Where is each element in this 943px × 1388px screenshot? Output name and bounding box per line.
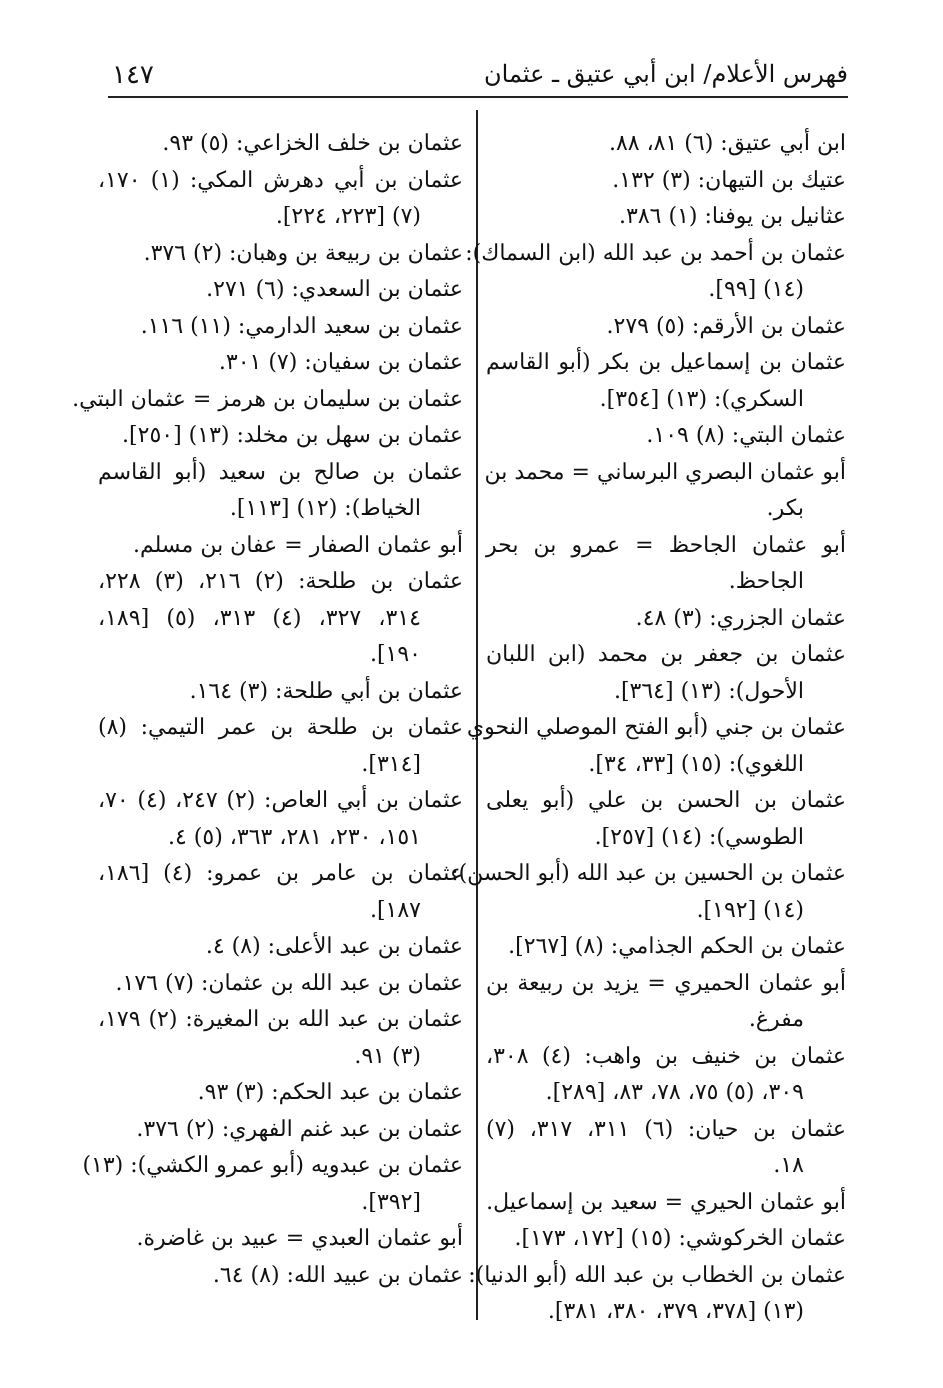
entry-line: عثمان بن عبد الأعلى: (٨) ٤. xyxy=(205,934,463,959)
entry-continuation-line: الجاحظ. xyxy=(728,569,804,594)
index-entry xyxy=(486,455,846,528)
index-entry xyxy=(98,710,463,783)
entry-continuation-line: ١٨. xyxy=(773,1153,804,1178)
index-entry xyxy=(486,966,846,1039)
entry-line: عثمان بن الحسن بن علي (أبو يعلى xyxy=(486,788,846,813)
entry-line: أبو عثمان الحيري = سعيد بن إسماعيل. xyxy=(486,1189,846,1215)
entry-continuation-line: السكري): (١٣) [٣٥٤]. xyxy=(599,386,804,412)
index-entry xyxy=(98,856,463,929)
index-entry xyxy=(98,236,463,273)
entry-continuation-line: الطوسي): (١٤) [٢٥٧]. xyxy=(594,824,804,850)
entry-line: عثمان بن صالح بن سعيد (أبو القاسم xyxy=(98,459,463,485)
index-entry xyxy=(98,528,463,565)
index-entry xyxy=(98,1002,463,1075)
index-entry xyxy=(98,163,463,236)
index-entry xyxy=(486,528,846,601)
entry-line: عثمان بن الحسين بن عبد الله (أبو الحسن): xyxy=(451,861,846,886)
entry-line: عثمان بن حيان: (٦) ٣١١، ٣١٧، (٧) xyxy=(486,1116,846,1142)
index-entry xyxy=(486,126,846,163)
index-entry xyxy=(98,272,463,309)
entry-line: عثمان بن أبي دهرش المكي: (١) ١٧٠، xyxy=(98,167,464,193)
entry-line: أبو عثمان البصري البرساني = محمد بن xyxy=(484,459,846,485)
entry-line: عثمان الخركوشي: (١٥) [١٧٢، ١٧٣]. xyxy=(514,1226,846,1251)
entry-line: عثمان بن عبدويه (أبو عمرو الكشي): (١٣) xyxy=(82,1153,463,1178)
entry-line: عثمان بن عامر بن عمرو: (٤) [١٨٦، xyxy=(98,861,463,886)
entry-continuation-line: (١٤) [٩٩]. xyxy=(708,277,804,302)
entry-line: عثمان بن عبد الحكم: (٣) ٩٣. xyxy=(197,1080,463,1105)
index-entry xyxy=(465,236,846,309)
index-entry xyxy=(98,929,463,966)
index-entry xyxy=(98,564,463,674)
index-entry xyxy=(98,126,463,163)
index-entry xyxy=(98,418,463,455)
index-column-right xyxy=(451,126,847,1331)
index-entry xyxy=(486,929,846,966)
index-entry xyxy=(98,1258,463,1295)
entry-line: أبو عثمان العبدي = عبيد بن غاضرة. xyxy=(136,1226,463,1251)
entry-continuation-line: [٣٩٢]. xyxy=(361,1189,421,1215)
entry-line: عثمان بن طلحة بن عمر التيمي: (٨) xyxy=(98,715,463,740)
entry-line: عثمان بن خنيف بن واهب: (٤) ٣٠٨، xyxy=(486,1043,847,1069)
entry-line: ابن أبي عتيق: (٦) ٨١، ٨٨. xyxy=(608,131,846,156)
entry-continuation-line: مفرغ. xyxy=(748,1007,804,1032)
index-entry xyxy=(98,674,463,711)
index-entry xyxy=(486,163,846,200)
index-entry xyxy=(466,710,846,783)
index-entry xyxy=(486,783,846,856)
index-entry xyxy=(98,455,463,528)
entry-continuation-line: ١٩٠]. xyxy=(369,642,421,667)
entry-line: عثمان بن عبد الله بن المغيرة: (٢) ١٧٩، xyxy=(98,1007,463,1032)
entry-line: عثمان بن السعدي: (٦) ٢٧١. xyxy=(206,277,463,302)
index-entry xyxy=(451,856,846,929)
entry-line: عثمان الجزري: (٣) ٤٨. xyxy=(635,605,846,631)
entry-continuation-line: (٧) [٢٢٣، ٢٢٤]. xyxy=(275,204,421,229)
index-entry xyxy=(72,382,463,419)
index-column-left xyxy=(72,126,464,1294)
entry-continuation-line: [٣١٤]. xyxy=(361,751,421,777)
entry-line: أبو عثمان الجاحظ = عمرو بن بحر xyxy=(486,532,846,558)
entry-line: أبو عثمان الحميري = يزيد بن ربيعة بن xyxy=(486,970,846,996)
index-entry xyxy=(98,783,463,856)
entry-line: عثمان بن خلف الخزاعي: (٥) ٩٣. xyxy=(162,131,463,156)
index-entry xyxy=(486,345,846,418)
entry-line: عثمان بن عبيد الله: (٨) ٦٤. xyxy=(212,1262,463,1288)
entry-line: أبو عثمان الصفار = عفان بن مسلم. xyxy=(133,532,463,558)
entry-line: عثمان بن جعفر بن محمد (ابن اللبان xyxy=(486,642,846,667)
entry-line: عثمان بن أبي طلحة: (٣) ١٦٤. xyxy=(189,678,463,704)
index-entry xyxy=(486,1185,846,1222)
entry-line: عثمان بن سهل بن مخلد: (١٣) [٢٥٠]. xyxy=(122,423,463,448)
index-entry xyxy=(486,1039,846,1112)
entry-line: عثمان بن عبد غنم الفهري: (٢) ٣٧٦. xyxy=(136,1116,463,1142)
index-entry xyxy=(486,418,846,455)
entry-line: عثمان بن الخطاب بن عبد الله (أبو الدنيا): xyxy=(468,1262,846,1288)
entry-line: عثمان بن سعيد الدارمي: (١١) ١١٦. xyxy=(140,313,463,339)
entry-continuation-line: الخياط): (١٢) [١١٣]. xyxy=(229,496,421,521)
index-entry xyxy=(98,1221,463,1258)
index-entry xyxy=(486,601,846,638)
index-entry xyxy=(98,1075,463,1112)
index-entry xyxy=(486,199,846,236)
entry-continuation-line: بكر. xyxy=(766,496,804,521)
entry-line: عثمان بن أبي العاص: (٢) ٢٤٧، (٤) ٧٠، xyxy=(98,788,463,813)
page-header xyxy=(108,56,848,98)
entry-line: عثمان بن سليمان بن هرمز = عثمان البتي. xyxy=(72,386,463,412)
entry-line: عثانيل بن يوفنا: (١) ٣٨٦. xyxy=(619,204,846,229)
index-entry xyxy=(486,637,846,710)
entry-continuation-line: ١٥١، ٢٣٠، ٢٨١، ٣٦٣، (٥) ٤. xyxy=(167,824,421,850)
index-entry xyxy=(98,309,463,346)
index-entry xyxy=(486,309,846,346)
entry-line: عثمان بن سفيان: (٧) ٣٠١. xyxy=(218,350,463,375)
entry-continuation-line: (١٣) [٣٧٨، ٣٧٩، ٣٨٠، ٣٨١]. xyxy=(547,1299,804,1324)
index-entry xyxy=(486,1112,846,1185)
index-entry xyxy=(98,966,463,1003)
entry-continuation-line: ٣٠٩، (٥) ٧٥، ٧٨، ٨٣، [٢٨٩]. xyxy=(545,1080,804,1105)
page-number: ١٤٧ xyxy=(112,60,154,90)
entry-continuation-line: (٣) ٩١. xyxy=(354,1043,421,1069)
entry-continuation-line: (١٤) [١٩٢]. xyxy=(696,897,804,923)
entry-line: عثمان بن طلحة: (٢) ٢١٦، (٣) ٢٢٨، xyxy=(98,569,463,594)
entry-line: عثمان بن الأرقم: (٥) ٢٧٩. xyxy=(606,313,846,339)
entry-continuation-line: الأحول): (١٣) [٣٦٤]. xyxy=(613,678,804,704)
running-title: فهرس الأعلام/ ابن أبي عتيق ـ عثمان xyxy=(484,60,848,88)
entry-continuation-line: ١٨٧]. xyxy=(369,897,421,923)
index-entry xyxy=(98,345,463,382)
entry-continuation-line: اللغوي): (١٥) [٣٣، ٣٤]. xyxy=(588,751,804,777)
index-entry xyxy=(486,1221,846,1258)
entry-line: عثمان بن ربيعة بن وهبان: (٢) ٣٧٦. xyxy=(143,240,463,266)
index-entry xyxy=(82,1148,463,1221)
entry-line: عثمان بن الحكم الجذامي: (٨) [٢٦٧]. xyxy=(508,934,846,959)
entry-line: عتيك بن التيهان: (٣) ١٣٢. xyxy=(612,167,846,193)
index-entry xyxy=(468,1258,846,1331)
entry-line: عثمان بن عبد الله بن عثمان: (٧) ١٧٦. xyxy=(115,970,463,996)
entry-line: عثمان بن إسماعيل بن بكر (أبو القاسم xyxy=(486,350,846,375)
entry-line: عثمان بن أحمد بن عبد الله (ابن السماك): xyxy=(465,240,846,266)
entry-continuation-line: ٣١٤، ٣٢٧، (٤) ٣١٣، (٥) [١٨٩، xyxy=(98,605,421,631)
entry-line: عثمان بن جني (أبو الفتح الموصلي النحوي xyxy=(466,715,846,740)
entry-line: عثمان البتي: (٨) ١٠٩. xyxy=(646,423,846,448)
index-entry xyxy=(98,1112,463,1149)
